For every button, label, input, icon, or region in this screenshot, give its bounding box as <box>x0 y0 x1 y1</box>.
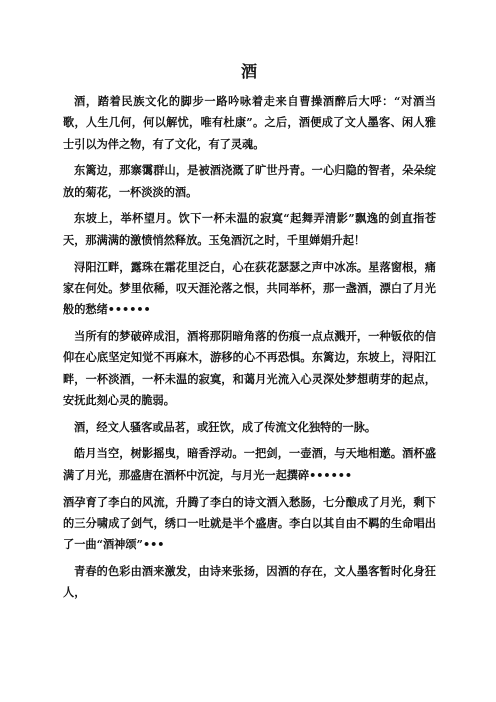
paragraph-6: 酒，经文人骚客或品茗，或狂饮，成了传流文化独特的一脉。 <box>74 419 377 434</box>
paragraph-5: 当所有的梦破碎成泪，酒将那阴暗角落的伤痕一点点溅开，一种钣依的信仰在心底坚定知觉不再麻木，游移的心不再恐惧。东篱边，东坡上，浔阳江畔，一杯淡酒，一杯未温的寂寞，和蔼月光流入心灵深处梦想萌芽的起点，安抚此刻心灵的脆弱。 <box>63 328 436 407</box>
paragraph-2: 东篱边，那寨霭群山，是被酒浇溉了旷世丹青。一心归隐的智者，朵朵绽放的菊花，一杯淡淡的酒。 <box>63 163 436 199</box>
paragraph-4: 浔阳江畔，露珠在霜花里泛白，心在荻花瑟瑟之声中冰冻。星落窗根，痛家在何处。梦里依稀，叹天涯沦落之恨，共同举杯，那一盏酒，漂白了月光般的愁绪•••••• <box>63 259 436 317</box>
paragraph-1: 酒，踏着民族文化的脚步一路吟咏着走来自曹操酒醉后大呼：“对酒当歌，人生几何，何以解忧，唯有杜康”。之后，酒便成了文人墨客、闲人雅士引以为伴之物，有了文化，有了灵魂。 <box>63 94 436 151</box>
paragraph-3: 东坡上，举杯望月。饮下一杯未温的寂寞“起舞弄清影”飘逸的剑直指苍天，那满满的激愤悄然释放。玉兔酒沉之时，千里婵娟升起！ <box>63 211 436 247</box>
paragraph-8: 酒孕育了李白的风流，升腾了李白的诗文酒入愁肠，七分酿成了月光，剩下的三分啸成了剑气，绣口一吐就是半个盛唐。李白以其自由不羁的生命唱出了一曲“酒神颂”••• <box>63 494 436 552</box>
paragraph-9: 青春的色彩由酒来激发，由诗来张扬，因酒的存在，文人墨客暂时化身狂人， <box>63 563 436 600</box>
paragraph-7: 皓月当空，树影摇曳，暗香浮动。一把剑，一壶酒，与天地相邀。酒杯盛满了月光，那盛唐在酒杯中沉淀，与月光一起撰碎•••••• <box>63 446 436 482</box>
document-title: 酒 <box>240 62 258 81</box>
